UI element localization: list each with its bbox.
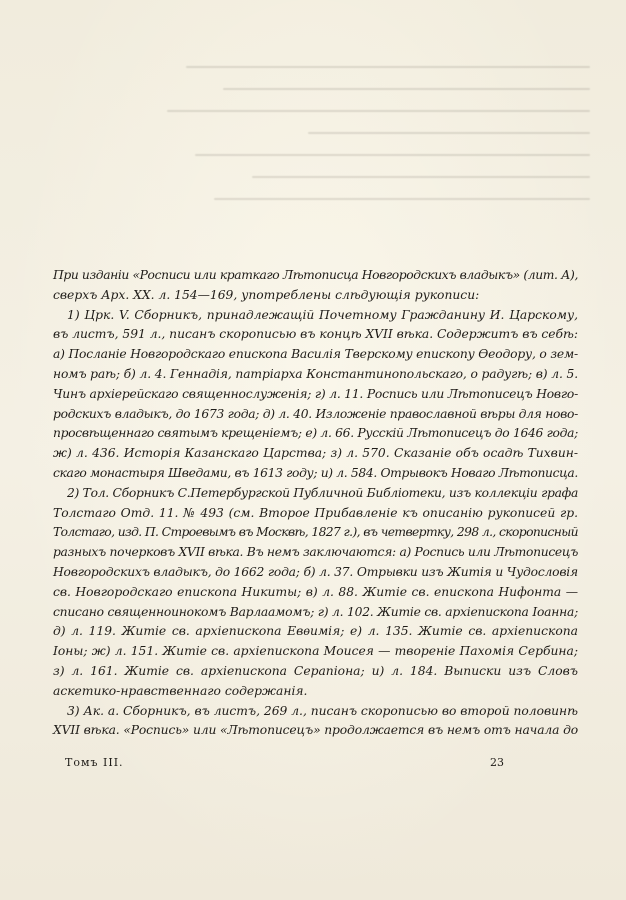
text-line: родскихъ владыкъ, до 1673 года; д) л. 40. Изложеніе православной вѣры для ново- bbox=[53, 406, 578, 421]
text-line: скаго монастыря Шведами, въ 1613 году; и) л. 584. Отрывокъ Новаго Лѣтописца. bbox=[53, 465, 578, 480]
text-line: св. Новгородскаго епископа Никиты; в) л. 88. Житіе св. епископа Нифонта — bbox=[53, 584, 578, 599]
text-line: разныхъ почерковъ XVII вѣка. Въ немъ заключаются: а) Роспись или Лѣтописецъ bbox=[53, 545, 578, 560]
text-line: XVII вѣка. «Роспись» или «Лѣтописецъ» продолжается въ немъ отъ начала до bbox=[53, 723, 579, 738]
text-line: Толстаго, изд. П. Строевымъ въ Москвѣ, 1827 г.), въ четвертку, 298 л., скорописный bbox=[53, 525, 578, 540]
text-line: При изданіи «Росписи или краткаго Лѣтописца Новгородскихъ владыкъ» (лит. А), bbox=[53, 268, 578, 282]
volume-label: Томъ III. bbox=[65, 756, 124, 769]
text-line: 2) Тол. Сборникъ С.Петербургской Публичной Библіотеки, изъ коллекціи графа bbox=[67, 485, 579, 500]
text-line: списано священноинокомъ Варлаамомъ; г) л. 102. Житіе св. архіепископа Іоанна; bbox=[53, 604, 578, 619]
text-line: 3) Ак. а. Сборникъ, въ листъ, 269 л., писанъ скорописью во второй половинѣ bbox=[67, 703, 578, 718]
text-line: Толстаго Отд. 11. № 493 (см. Второе Прибавленіе къ описанію рукописей гр. bbox=[53, 505, 578, 520]
text-line: Іоны; ж) л. 151. Житіе св. архіепископа Моисея — твореніе Пахомія Сербина; bbox=[53, 644, 578, 659]
text-line: Новгородскихъ владыкъ, до 1662 года; б) л. 37. Отрывки изъ Житія и Чудословія bbox=[53, 564, 578, 579]
text-line: д) л. 119. Житіе св. архіепископа Евѳимія; е) л. 135. Житіе св. архіепископа bbox=[53, 624, 578, 639]
text-line: Чинъ архіерейскаго священнослуженія; г) л. 11. Роспись или Лѣтописецъ Новго- bbox=[53, 386, 579, 401]
page-number: 23 bbox=[490, 756, 504, 769]
text-line: просвѣщеннаго святымъ крещеніемъ; е) л. 66. Русскій Лѣтописецъ до 1646 года; bbox=[53, 426, 578, 441]
text-line: 1) Црк. V. Сборникъ, принадлежащій Почетному Гражданину И. Царскому, bbox=[67, 307, 578, 322]
text-line: з) л. 161. Житіе св. архіепископа Серапіона; и) л. 184. Выписки изъ Словъ bbox=[53, 663, 578, 678]
text-line: а) Посланіе Новгородскаго епископа Василія Тверскому епископу Ѳеодору, о зем- bbox=[53, 347, 578, 362]
text-line: въ листъ, 591 л., писанъ скорописью въ концѣ XVII вѣка. Содержитъ въ себѣ: bbox=[53, 327, 578, 342]
text-line: ж) л. 436. Исторія Казанскаго Царства; з) л. 570. Сказаніе объ осадѣ Тихвин- bbox=[53, 446, 578, 461]
text-line: аскетико-нравственнаго содержанія. bbox=[53, 683, 308, 698]
text-line: сверхъ Арх. XX. л. 154—169, употреблены слѣдующія рукописи: bbox=[53, 287, 480, 302]
show-through-text bbox=[120, 66, 590, 236]
body-text bbox=[53, 266, 578, 741]
text-line: номъ раѣ; б) л. 4. Геннадія, патріарха Константинопольскаго, о радугѣ; в) л. 5. bbox=[53, 366, 578, 381]
